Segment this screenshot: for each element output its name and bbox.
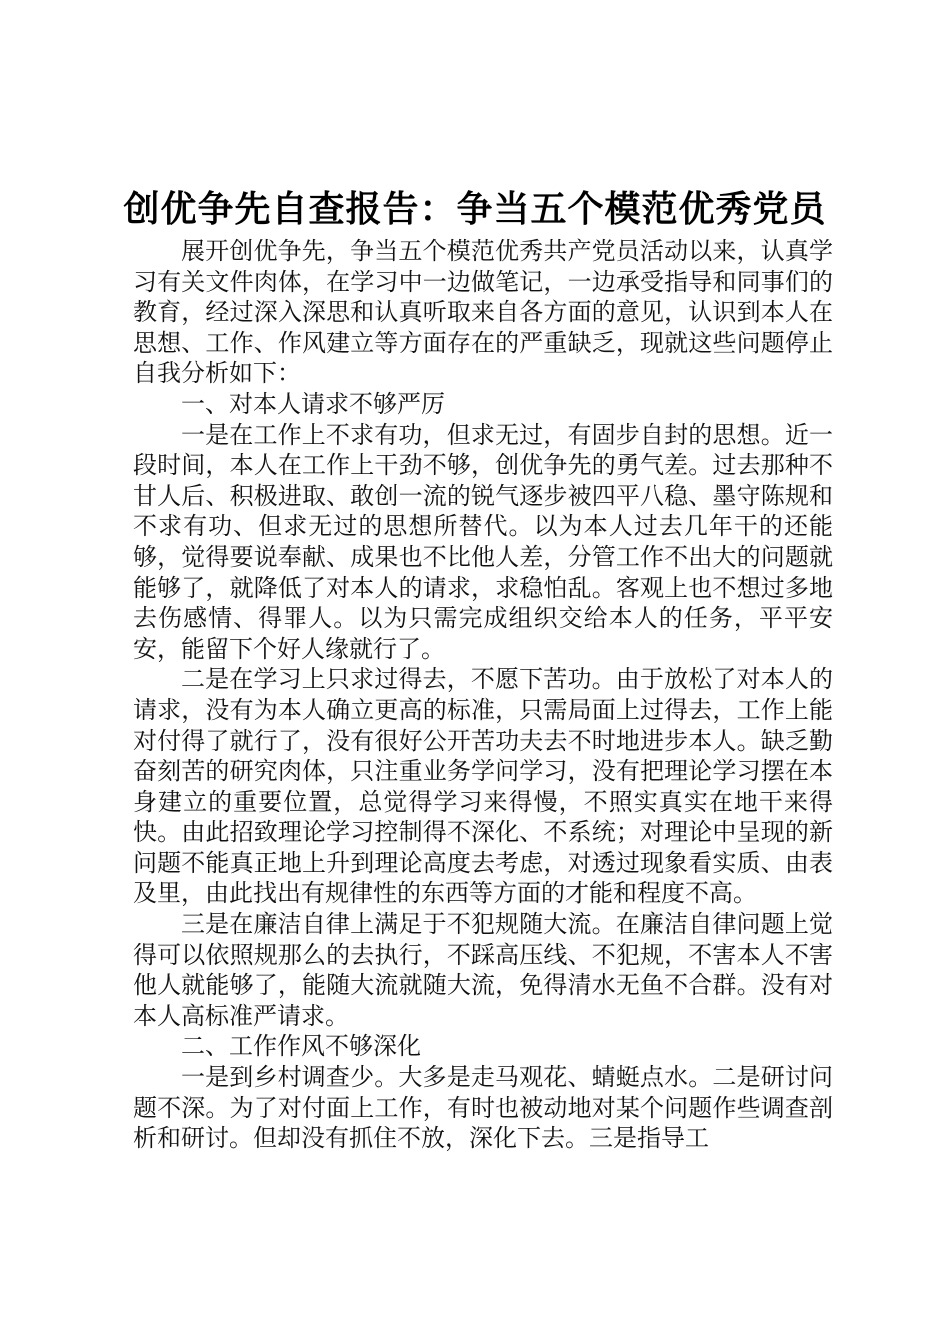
document-title: 创优争先自查报告：争当五个模范优秀党员 [123,188,827,230]
section-heading-2: 二、工作作风不够深化 [181,1032,421,1061]
document-body [133,236,833,1154]
section-heading-1: 一、对本人请求不够严厉 [181,389,445,418]
body-paragraph: 一是到乡村调查少。大多是走马观花、蜻蜓点水。二是研讨问题不深。为了对付面上工作，有时也被动地对某个问题作些调查剖析和研讨。但却没有抓住不放，深化下去。三是指导工 [133,1063,833,1153]
body-paragraph: 三是在廉洁自律上满足于不犯规随大流。在廉洁自律问题上觉得可以依照规那么的去执行，不踩高压线、不犯规，不害本人不害他人就能够了，能随大流就随大流，免得清水无鱼不合群。没有对本人高标准严请求。 [133,910,833,1030]
body-paragraph: 一是在工作上不求有功，但求无过，有固步自封的思想。近一段时间，本人在工作上干劲不够，创优争先的勇气差。过去那种不甘人后、积极进取、敢创一流的锐气逐步被四平八稳、墨守陈规和不求有功、但求无过的思想所替代。以为本人过去几年干的还能够，觉得要说奉献、成果也不比他人差，分管工作不出大的问题就能够了，就降低了对本人的请求，求稳怕乱。客观上也不想过多地去伤感情、得罪人。以为只需完成组织交给本人的任务，平平安安，能留下个好人缘就行了。 [133,420,833,663]
body-paragraph: 二是在学习上只求过得去，不愿下苦功。由于放松了对本人的请求，没有为本人确立更高的标准，只需局面上过得去，工作上能对付得了就行了，没有很好公开苦功夫去不时地进步本人。缺乏勤奋刻苦的研究肉体，只注重业务学问学习，没有把理论学习摆在本身建立的重要位置，总觉得学习来得慢，不照实真实在地干来得快。由此招致理论学习控制得不深化、不系统；对理论中呈现的新问题不能真正地上升到理论高度去考虑，对透过现象看实质、由表及里，由此找出有规律性的东西等方面的才能和程度不高。 [133,665,833,908]
intro-paragraph: 展开创优争先，争当五个模范优秀共产党员活动以来，认真学习有关文件肉体，在学习中一边做笔记，一边承受指导和同事们的教育，经过深入深思和认真听取来自各方面的意见，认识到本人在思想、工作、作风建立等方面存在的严重缺乏，现就这些问题停止自我分析如下： [133,237,833,388]
